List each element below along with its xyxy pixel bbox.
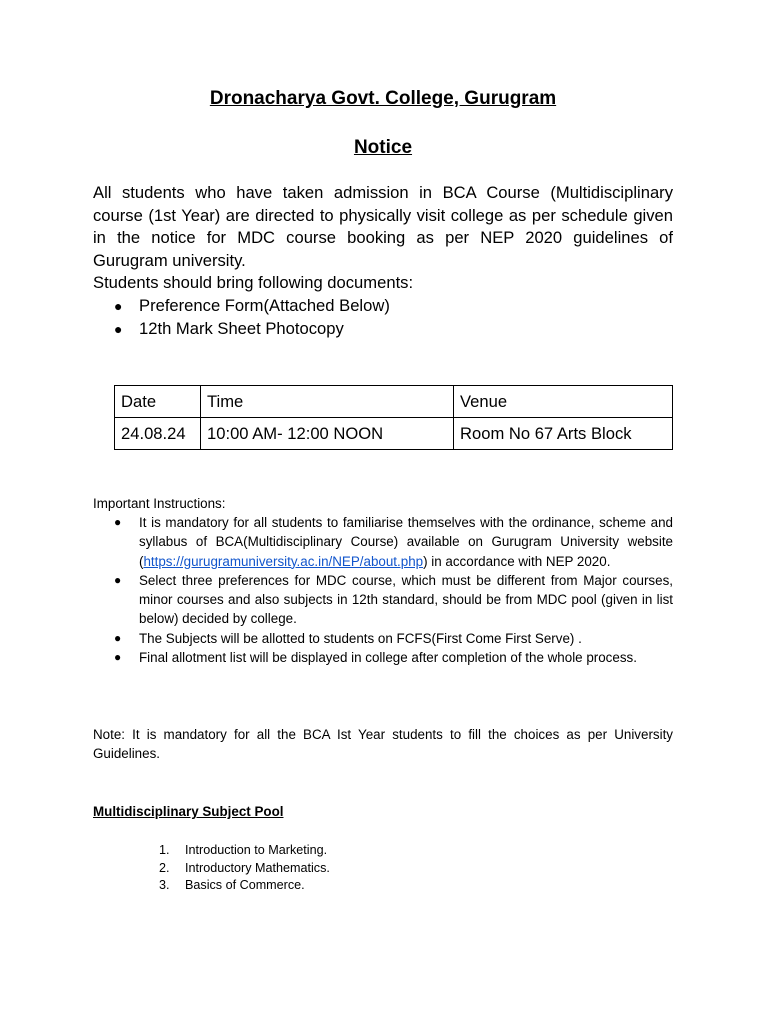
subject-pool-list [93, 842, 673, 895]
table-row [115, 418, 673, 450]
cell-venue: Room No 67 Arts Block [454, 418, 673, 450]
list-item [93, 318, 673, 341]
list-item [93, 842, 673, 860]
instructions-list [93, 513, 673, 667]
list-item [93, 860, 673, 878]
instruction-text: Final allotment list will be displayed in college after completion of the whole process. [139, 650, 637, 666]
bullet-icon: ● [114, 298, 123, 314]
cell-date: 24.08.24 [115, 418, 201, 450]
instruction-text: It is mandatory for all students to familiarise themselves with the ordinance, scheme and syllabus of BCA(Multidisciplinary Course) available on Gurugram University website ( [139, 515, 673, 569]
instructions-heading: Important Instructions: [93, 496, 226, 511]
table-header-row [115, 386, 673, 418]
documents-list [93, 295, 673, 340]
document-label: Preference Form(Attached Below) [139, 296, 390, 315]
bullet-icon: ● [114, 572, 122, 587]
list-number: 2. [159, 860, 170, 875]
instruction-text: The Subjects will be allotted to students on FCFS(First Come First Serve) . [139, 630, 582, 646]
documents-lead: Students should bring following documents: [93, 273, 414, 292]
list-number: 3. [159, 878, 170, 893]
subject-label: Basics of Commerce. [185, 878, 305, 893]
list-item [93, 295, 673, 318]
bullet-icon: ● [114, 650, 122, 665]
list-item [93, 629, 673, 648]
university-link[interactable]: https://gurugramuniversity.ac.in/NEP/about.php [143, 553, 424, 569]
subject-label: Introductory Mathematics. [185, 860, 330, 875]
document-label: 12th Mark Sheet Photocopy [139, 318, 344, 338]
column-header-time: Time [201, 386, 454, 418]
note-text: Note: It is mandatory for all the BCA Ist Year students to fill the choices as per University Guidelines. [93, 727, 673, 762]
notice-heading: Notice [353, 137, 413, 158]
subject-label: Introduction to Marketing. [185, 843, 328, 857]
bullet-icon: ● [114, 515, 122, 529]
schedule-table [114, 385, 673, 450]
column-header-venue: Venue [454, 386, 673, 418]
subject-pool-heading: Multidisciplinary Subject Pool [93, 804, 284, 819]
bullet-icon: ● [114, 320, 123, 337]
list-item [93, 648, 673, 667]
list-item [93, 877, 673, 895]
bullet-icon: ● [114, 630, 122, 645]
college-title: Dronacharya Govt. College, Gurugram [209, 88, 557, 109]
list-item [93, 571, 673, 629]
intro-paragraph: All students who have taken admission in BCA Course (Multidisciplinary course (1st Year) are directed to physically visit college as per schedule given in the notice for MDC course booking as per NEP 2020 guidelines of Gurugram university. [93, 183, 673, 270]
cell-time: 10:00 AM- 12:00 NOON [201, 418, 454, 450]
instruction-text: ) in accordance with NEP 2020. [423, 553, 611, 569]
list-number: 1. [159, 843, 170, 857]
column-header-date: Date [115, 386, 201, 418]
list-item [93, 513, 673, 571]
instruction-text: Select three preferences for MDC course, which must be different from Major courses, minor courses and also subjects in 12th standard, should be from MDC pool (given in list below) decided by college. [139, 572, 673, 627]
